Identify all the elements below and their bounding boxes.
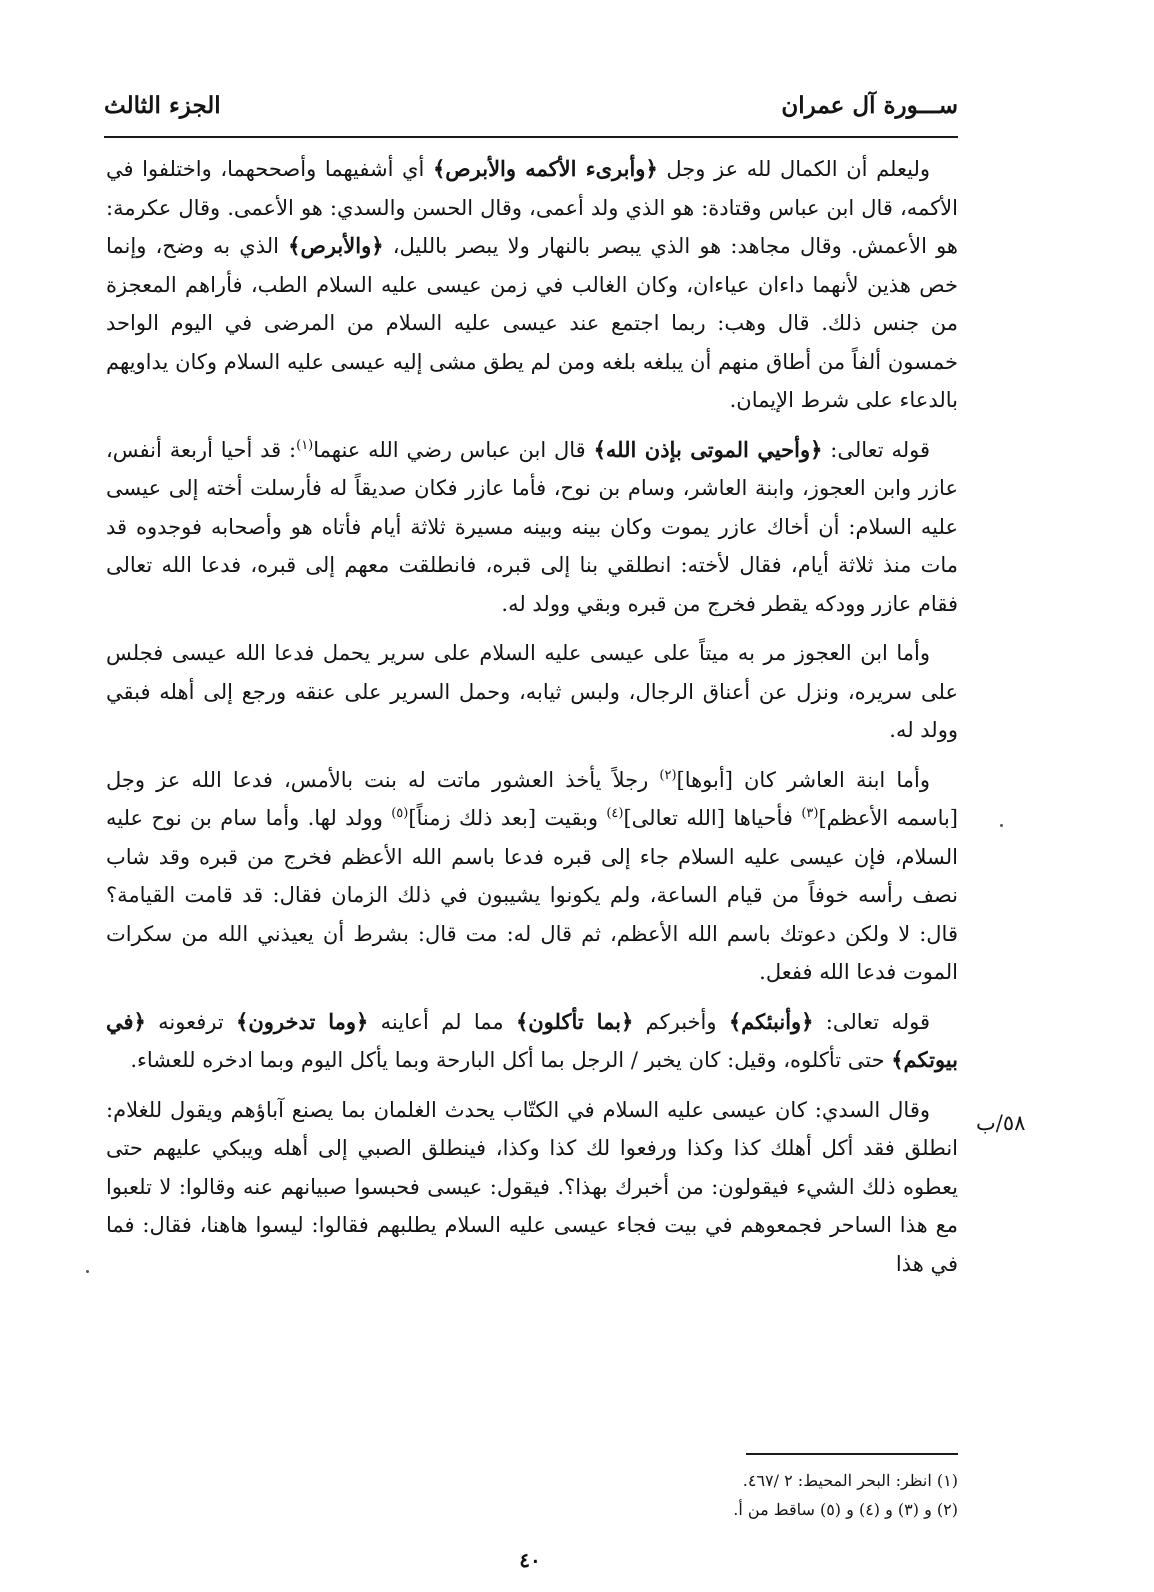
footnote-ref: (٥) [391,806,409,821]
paragraph [106,1091,958,1284]
text-segment: وقال السدي: كان عيسى عليه السلام في الكتّاب يحدث الغلمان بما يصنع آباؤهم ويقول للغلام: انطلق فقد أكل أهلك كذا وكذا ورفعوا لك كذا وكذا، فينطلق الصبي إلى أهله ويبكي عليهم حتى يعطوه ذلك الشيء فيقولون: من أخبرك بهذا؟. فيقول: عيسى فحبسوا صبيانهم عنه وقالوا: لا تلعبوا مع هذا الساحر فجمعوهم في بيت فجاء عيسى عليه السلام يطلبهم فقالوا: ليسوا هاهنا، فقال: فما في هذا [106,1097,958,1276]
paragraph [106,634,958,750]
quran-verse: ﴿بما تأكلون﴾ [515,1008,634,1034]
quran-verse: ﴿في بيوتكم﴾ [106,1008,958,1072]
text-segment: مما لم أعاينه [368,1009,516,1034]
text-segment: أي أشفيهما وأصححهما، واختلفوا في الأكمه، قال ابن عباس وقتادة: هو الذي ولد أعمى، وقال الحسن والسدي: هو الأعمى. وقال عكرمة: هو الأعمش. وقال مجاهد: هو الذي يبصر بالنهار ولا يبصر بالليل، [106,157,958,258]
text-segment: وولد لها. وأما سام بن نوح عليه السلام، فإن عيسى عليه السلام جاء إلى قبره فدعا باسم الله الأعظم فخرج من قبره وقد شاب نصف رأسه خوفاً من قيام الساعة، ولم يكونوا يشيبون في ذلك الزمان فقال: قد قامت القيامة؟ قال: لا ولكن دعوتك باسم الله الأعظم، ثم قال له: مت قال: بشرط أن يعيذني الله من سكرات الموت فدعا الله ففعل. [106,806,958,984]
text-segment: : قد أحيا أربعة أنفس، عازر وابن العجوز، وابنة العاشر، وسام بن نوح، فأما عازر فكان صديقاً له فأرسلت أخته إلى عيسى عليه السلام: أن أخاك عازر يموت وكان بينه وبينه مسيرة ثلاثة أيام فأتاه هو وأصحابه فوجدوه قد مات منذ ثلاثة أيام، فقال لأخته: انطلقي بنا إلى قبره، فانطلقت معهم إلى قبره، فدعا الله تعالى فقام عازر وودكه يقطر فخرج من قبره وبقي وولد له. [106,437,958,616]
footnote-ref: (١) [296,437,314,453]
text-segment: وليعلم أن الكمال لله عز وجل [657,157,930,181]
text-segment: قوله تعالى: [822,437,931,462]
text-segment: وأما ابن العجوز مر به ميتاً على عيسى عليه السلام على سرير يحمل فدعا الله عيسى فجلس على سريره، ونزل عن أعناق الرجال، ولبس ثيابه، وحمل السرير على عنقه ورجع إلى أهله فبقي وولد له. [106,641,958,742]
quran-verse: ﴿وما تدخرون﴾ [236,1008,369,1034]
scan-speck [86,1270,89,1273]
surah-title: ســـورة آل عمران [781,92,958,119]
part-title: الجزء الثالث [104,92,221,119]
paragraph [106,431,958,624]
text-segment: وأخبركم [633,1009,729,1034]
quran-verse: ﴿والأبرص﴾ [288,233,384,258]
footnotes [358,1466,958,1524]
paragraph [106,1003,958,1080]
quran-verse: ﴿وأبرىء الأكمه والأبرص﴾ [432,156,658,181]
footnote-divider [746,1453,958,1455]
manuscript-folio-marker: ٥٨/ب [976,1111,1026,1135]
paragraph [106,150,958,420]
running-header [104,92,958,132]
quran-verse: ﴿وأحيي الموتى بإذن الله﴾ [593,436,823,462]
text-segment: قوله تعالى: [813,1009,930,1034]
footnote-ref: (٣) [801,806,819,821]
text-segment: رجلاً يأخذ العشور ماتت له بنت بالأمس، فدعا الله عز وجل [باسمه الأعظم] [106,767,959,830]
text-segment: وبقيت [بعد ذلك زمناً] [408,806,607,830]
text-segment: ترفعونه [145,1009,237,1034]
main-text [106,150,958,1294]
footnote-ref: (٤) [606,806,624,821]
footnote-ref: (٢) [659,767,677,783]
text-segment: فأحياها [الله تعالى] [623,806,802,830]
text-segment: حتى تأكلوه، وقيل: كان يخبر / الرجل بما أكل البارحة وبما يأكل اليوم وبما ادخره للعشاء. [130,1048,892,1072]
scan-speck [1000,824,1003,827]
page-number: ٤٠ [519,1548,541,1572]
footnote-1: (١) انظر: البحر المحيط: ٢ /٤٦٧. [742,1471,958,1490]
paragraph [106,761,958,992]
quran-verse: ﴿وأنبئكم﴾ [728,1008,814,1034]
header-divider [104,136,958,138]
text-segment: وأما ابنة العاشر كان [أبوها] [676,767,931,792]
text-segment: الذي به وضح، وإنما خص هذين لأنهما داءان عياءان، وكان الغالب في زمن عيسى عليه السلام الطب، فأراهم المعجزة من جنس ذلك. قال وهب: ربما اجتمع عند عيسى عليه السلام من المرضى في اليوم الواحد خمسون ألفاً من أطاق منهم أن يبلغه بلغه ومن لم يطق مشى إليه عيسى عليه السلام وكان يداويهم بالدعاء على شرط الإيمان. [106,234,958,412]
text-segment: قال ابن عباس رضي الله عنهما [313,437,594,462]
footnote-2: (٢) و (٣) و (٤) و (٥) ساقط من أ. [733,1500,958,1519]
